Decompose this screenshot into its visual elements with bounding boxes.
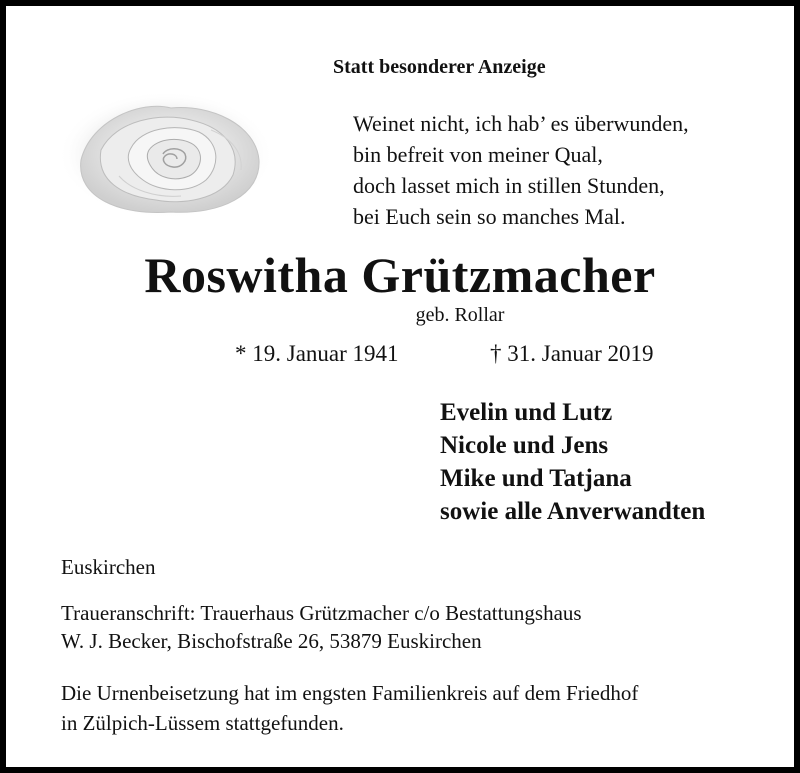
mourner-entry: Mike und Tatjana — [440, 465, 632, 492]
poem-line: bei Euch sein so manches Mal. — [353, 204, 626, 229]
address-line: Traueranschrift: Trauerhaus Grützmacher c/o Bestattungshaus — [61, 601, 582, 625]
maiden-name: geb. Rollar — [415, 304, 505, 326]
death-date: † 31. Januar 2019 — [490, 341, 654, 366]
address-line: W. J. Becker, Bischofstraße 26, 53879 Euskirchen — [61, 629, 482, 653]
mourner-entry: Evelin und Lutz — [440, 399, 613, 426]
rose-image — [61, 90, 276, 220]
city: Euskirchen — [61, 555, 156, 579]
poem-line: Weinet nicht, ich hab’ es überwunden, — [353, 111, 689, 136]
poem-line: bin befreit von meiner Qual, — [353, 142, 603, 167]
mourning-address — [61, 599, 582, 655]
notice-header: Statt besonderer Anzeige — [333, 56, 546, 78]
poem-line: doch lasset mich in stillen Stunden, — [353, 173, 665, 198]
funeral-line: Die Urnenbeisetzung hat im engsten Familienkreis auf dem Friedhof — [61, 681, 639, 705]
funeral-line: in Zülpich-Lüssem stattgefunden. — [61, 711, 344, 735]
birth-date: * 19. Januar 1941 — [235, 341, 399, 366]
deceased-name: Roswitha Grützmacher — [144, 247, 656, 303]
mourner-entry: sowie alle Anverwandten — [440, 498, 706, 525]
mourner-entry: Nicole und Jens — [440, 432, 609, 459]
poem — [353, 108, 689, 232]
mourners-list — [440, 396, 705, 528]
funeral-note — [61, 678, 638, 738]
